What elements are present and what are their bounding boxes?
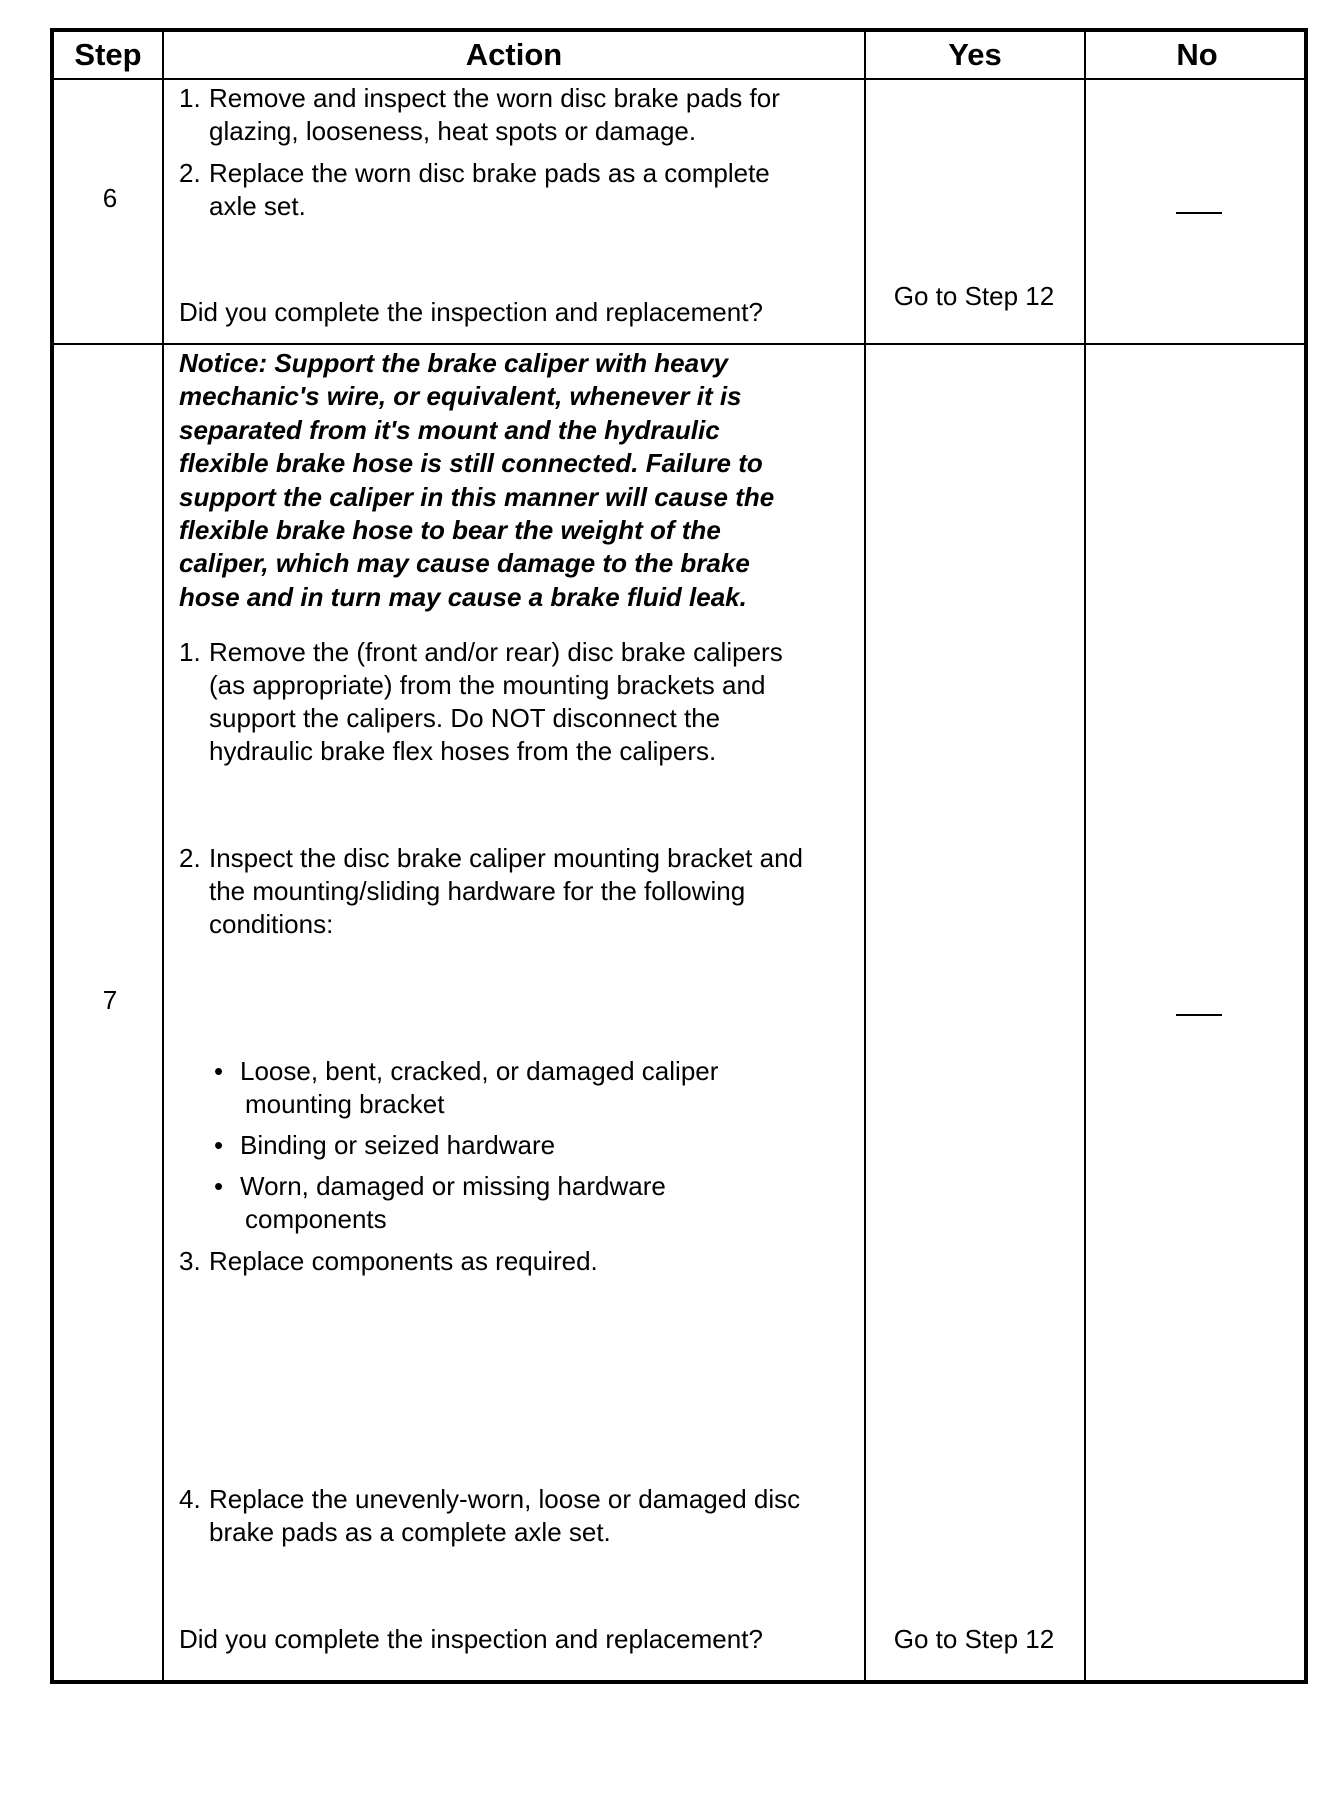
step-number: 6 [102, 183, 118, 213]
bullet-icon: • [214, 1056, 224, 1086]
notice-line: mechanic's wire, or equivalent, whenever it is [179, 381, 742, 412]
column-divider [1084, 32, 1086, 1680]
notice-line: flexible brake hose is still connected. Failure to [179, 448, 763, 479]
bullet-text: mounting bracket [245, 1089, 445, 1119]
item-text: glazing, looseness, heat spots or damage. [209, 116, 697, 146]
bullet-icon: • [214, 1171, 224, 1201]
notice-line: separated from it's mount and the hydraulic [179, 414, 720, 445]
item-text: (as appropriate) from the mounting brackets and [209, 670, 766, 700]
row-divider [54, 343, 1304, 345]
item-number: 3. [179, 1246, 201, 1276]
item-number: 4. [179, 1484, 201, 1514]
bullet-text: Worn, damaged or missing hardware [240, 1171, 666, 1201]
list-item [179, 82, 780, 148]
item-number: 2. [179, 158, 201, 188]
list-item [179, 636, 783, 768]
bullet-text: components [245, 1204, 387, 1234]
item-text: axle set. [209, 191, 306, 221]
item-text: Replace the worn disc brake pads as a complete [209, 158, 770, 188]
no-result-dash [1176, 1014, 1222, 1016]
diagnostic-table [50, 28, 1308, 1684]
header-yes: Yes [948, 37, 1002, 72]
notice-line: flexible brake hose to bear the weight of the [179, 515, 721, 546]
item-text: hydraulic brake flex hoses from the calipers. [209, 736, 717, 766]
item-number: 2. [179, 843, 201, 873]
item-text: Replace the unevenly-worn, loose or damaged disc [209, 1484, 801, 1514]
item-text: brake pads as a complete axle set. [209, 1517, 611, 1547]
item-text: support the calipers. Do NOT disconnect the [209, 703, 721, 733]
list-item [179, 842, 803, 941]
item-number: 1. [179, 83, 201, 113]
item-number: 1. [179, 637, 201, 667]
notice-line: hose and in turn may cause a brake fluid leak. [179, 581, 747, 612]
item-text: Replace components as required. [209, 1246, 598, 1276]
item-text: Remove and inspect the worn disc brake pads for [209, 83, 780, 113]
list-item [179, 1245, 598, 1278]
header-no: No [1176, 37, 1218, 72]
notice-line: caliper, which may cause damage to the brake [179, 548, 750, 579]
list-item [179, 1483, 800, 1549]
notice-block [179, 347, 774, 614]
column-divider [162, 32, 164, 1680]
bullet-item [214, 1170, 666, 1236]
yes-result: Go to Step 12 [893, 1624, 1055, 1654]
notice-line: support the caliper in this manner will cause the [179, 481, 775, 512]
bullet-text: Binding or seized hardware [240, 1130, 556, 1160]
bullet-item [214, 1055, 718, 1121]
header-step: Step [74, 37, 142, 72]
bullet-icon: • [214, 1130, 224, 1160]
question-text: Did you complete the inspection and replacement? [179, 1624, 763, 1654]
item-text: Remove the (front and/or rear) disc brake calipers [209, 637, 783, 667]
step-number: 7 [102, 985, 118, 1015]
question-text: Did you complete the inspection and replacement? [179, 297, 763, 327]
row-divider [54, 78, 1304, 80]
list-item [179, 157, 770, 223]
yes-result: Go to Step 12 [893, 281, 1055, 311]
notice-line: Notice: Support the brake caliper with heavy [179, 348, 729, 378]
item-text: Inspect the disc brake caliper mounting bracket and [209, 843, 804, 873]
no-result-dash [1176, 212, 1222, 214]
bullet-item [214, 1129, 555, 1162]
item-text: the mounting/sliding hardware for the following [209, 876, 746, 906]
item-text: conditions: [209, 909, 334, 939]
header-action: Action [465, 37, 563, 72]
bullet-text: Loose, bent, cracked, or damaged caliper [240, 1056, 719, 1086]
